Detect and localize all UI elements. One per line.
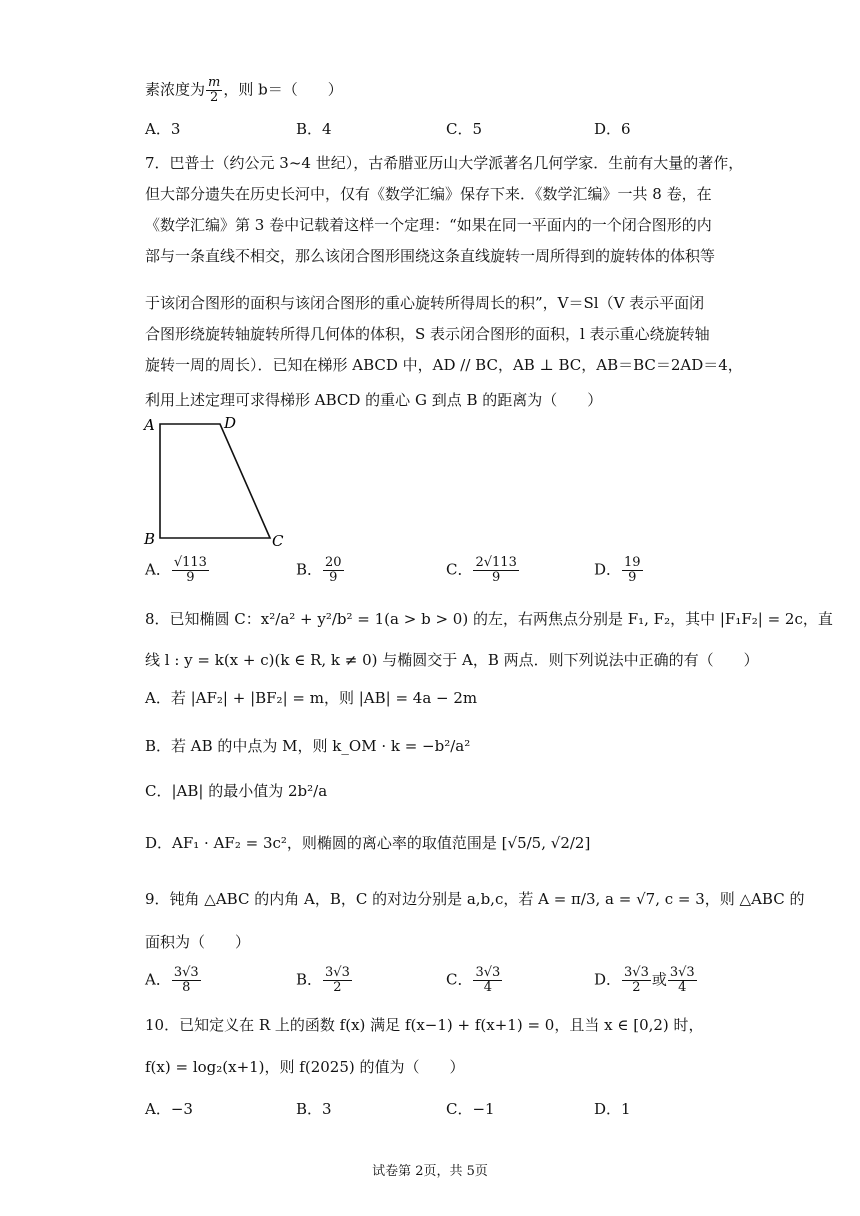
- label-d: D: [224, 414, 237, 432]
- q6-option-c: C．5: [446, 120, 483, 138]
- label-b: B: [144, 530, 156, 548]
- q10-line-2: f(x) = log₂(x+1)，则 f(2025) 的值为（ ）: [145, 1058, 465, 1076]
- q10-option-c: C．−1: [446, 1100, 495, 1118]
- q8-option-a: A．若 |AF₂| + |BF₂| = m，则 |AB| = 4a − 2m: [145, 689, 478, 707]
- q6-option-b: B．4: [296, 120, 332, 138]
- q7-line-1: 7．巴普士（约公元 3~4 世纪），古希腊亚历山大学派著名几何学家．生前有大量的著作，: [145, 154, 744, 172]
- q10-option-d: D．1: [594, 1100, 631, 1118]
- q6-stem-tail: 素浓度为 $\frac{m}{2}$ ，则 b＝（ ）: [145, 75, 343, 105]
- trapezoid-abcd: [160, 424, 270, 538]
- q8-line-1: 8．已知椭圆 C：x²/a² + y²/b² = 1(a > b > 0) 的左，右两焦点分别是 F₁, F₂，其中 |F₁F₂| = 2c，直: [145, 610, 833, 628]
- q7-option-d: D． $\frac{19}{9}$: [594, 555, 641, 585]
- q10-option-b: B．3: [296, 1100, 332, 1118]
- q7-line-4: 部与一条直线不相交，那么该闭合图形围绕这条直线旋转一周所得到的旋转体的体积等: [145, 247, 716, 265]
- q7-line-3: 《数学汇编》第 3 卷中记载着这样一个定理：“如果在同一平面内的一个闭合图形的内: [145, 216, 712, 234]
- q7-option-b: B． $\frac{20}{9}$: [296, 555, 342, 585]
- fraction: $\frac{m}{2}$: [208, 75, 221, 105]
- label-a: A: [144, 416, 155, 434]
- q9-line-1: 9．钝角 △ABC 的内角 A，B，C 的对边分别是 a,b,c，若 A = π/3, a = √7, c = 3，则 △ABC 的: [145, 890, 805, 908]
- q8-line-2: 线 l : y = k(x + c)(k ∈ R, k ≠ 0) 与椭圆交于 A，B 两点．则下列说法中正确的有（ ）: [145, 651, 759, 669]
- q8-option-c: C．|AB| 的最小值为 2b²/a: [145, 782, 328, 800]
- page-footer: 试卷第 2页，共 5页: [372, 1164, 488, 1179]
- q7-line-6: 合图形绕旋转轴旋转所得几何体的体积，S 表示闭合图形的面积，l 表示重心绕旋转轴: [145, 325, 710, 343]
- q10-line-1: 10．已知定义在 R 上的函数 f(x) 满足 f(x−1) + f(x+1) = 0，且当 x ∈ [0,2) 时，: [145, 1016, 704, 1034]
- q10-option-a: A．−3: [145, 1100, 193, 1118]
- q6-option-a: A．3: [145, 120, 181, 138]
- q7-line-2: 但大部分遗失在历史长河中，仅有《数学汇编》保存下来．《数学汇编》一共 8 卷，在: [145, 185, 712, 203]
- q7-line-8: 利用上述定理可求得梯形 ABCD 的重心 G 到点 B 的距离为（ ）: [145, 391, 603, 409]
- q8-option-d: D．AF₁ · AF₂ = 3c²，则椭圆的离心率的取值范围是 [√5/5, √2/2]: [145, 834, 591, 852]
- q9-option-c: C． $\frac{3√3}{4}$: [446, 965, 501, 995]
- q7-option-a: A． $\frac{√113}{9}$: [145, 555, 207, 585]
- q9-option-b: B． $\frac{3√3}{2}$: [296, 965, 350, 995]
- q9-option-d: D． $\frac{3√3}{2}$ 或 $\frac{3√3}{4}$: [594, 965, 695, 995]
- label-c: C: [272, 532, 284, 550]
- q9-option-a: A． $\frac{3√3}{8}$: [145, 965, 199, 995]
- trapezoid-figure: [140, 412, 300, 552]
- q8-option-b: B．若 AB 的中点为 M，则 k_OM · k = −b²/a²: [145, 737, 471, 755]
- q7-line-5: 于该闭合图形的面积与该闭合图形的重心旋转所得周长的积”，V＝Sl（V 表示平面闭: [145, 294, 705, 312]
- q7-option-c: C． $\frac{2√113}{9}$: [446, 555, 517, 585]
- q7-line-7: 旋转一周的周长）．已知在梯形 ABCD 中，AD // BC，AB ⊥ BC，AB＝BC＝2AD＝4，: [145, 356, 743, 374]
- q6-option-d: D．6: [594, 120, 631, 138]
- q9-line-2: 面积为（ ）: [145, 933, 251, 951]
